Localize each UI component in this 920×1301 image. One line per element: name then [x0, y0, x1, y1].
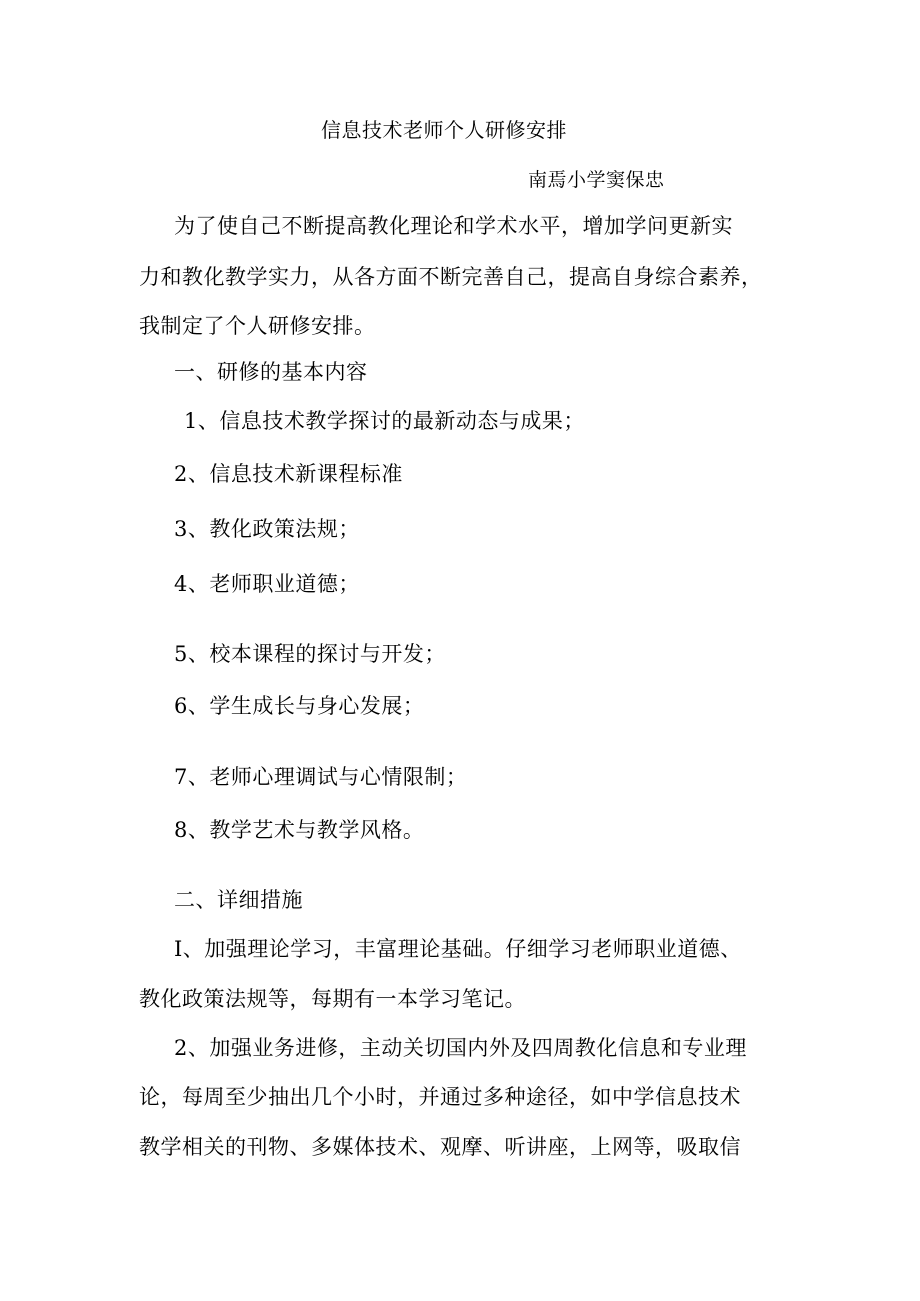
paragraph-line: 教化政策法规等，每期有一本学习笔记。	[139, 987, 526, 1011]
paragraph-line: I、加强理论学习，丰富理论基础。仔细学习老师职业道德、	[174, 937, 742, 961]
list-item: 5、校本课程的探讨与开发；	[174, 642, 446, 666]
document-author: 南焉小学窦保忠	[528, 169, 665, 191]
list-item: 7、老师心理调试与心情限制；	[174, 765, 468, 789]
intro-line: 力和教化教学实力，从各方面不断完善自己，提高自身综合素养，	[139, 265, 763, 289]
section-heading: 一、研修的基本内容	[174, 360, 368, 384]
list-item: 2、信息技术新课程标准	[174, 462, 403, 486]
list-item: 1、信息技术教学探讨的最新动态与成果；	[184, 409, 585, 433]
intro-line: 我制定了个人研修安排。	[139, 314, 376, 338]
list-item: 6、学生成长与身心发展；	[174, 694, 425, 718]
paragraph-line: 论，每周至少抽出几个小时，并通过多种途径，如中学信息技术	[139, 1085, 741, 1109]
paragraph-line: 2、加强业务进修，主动关切国内外及四周教化信息和专业理	[174, 1036, 747, 1060]
section-heading: 二、详细措施	[174, 888, 303, 912]
list-item: 4、老师职业道德；	[174, 572, 360, 596]
paragraph-line: 教学相关的刊物、多媒体技术、观摩、听讲座，上网等，吸取信	[139, 1135, 741, 1159]
intro-line: 为了使自己不断提高教化理论和学术水平，增加学问更新实	[174, 214, 733, 238]
list-item: 3、教化政策法规；	[174, 517, 360, 541]
list-item: 8、教学艺术与教学风格。	[174, 818, 425, 842]
document-title: 信息技术老师个人研修安排	[321, 118, 567, 142]
